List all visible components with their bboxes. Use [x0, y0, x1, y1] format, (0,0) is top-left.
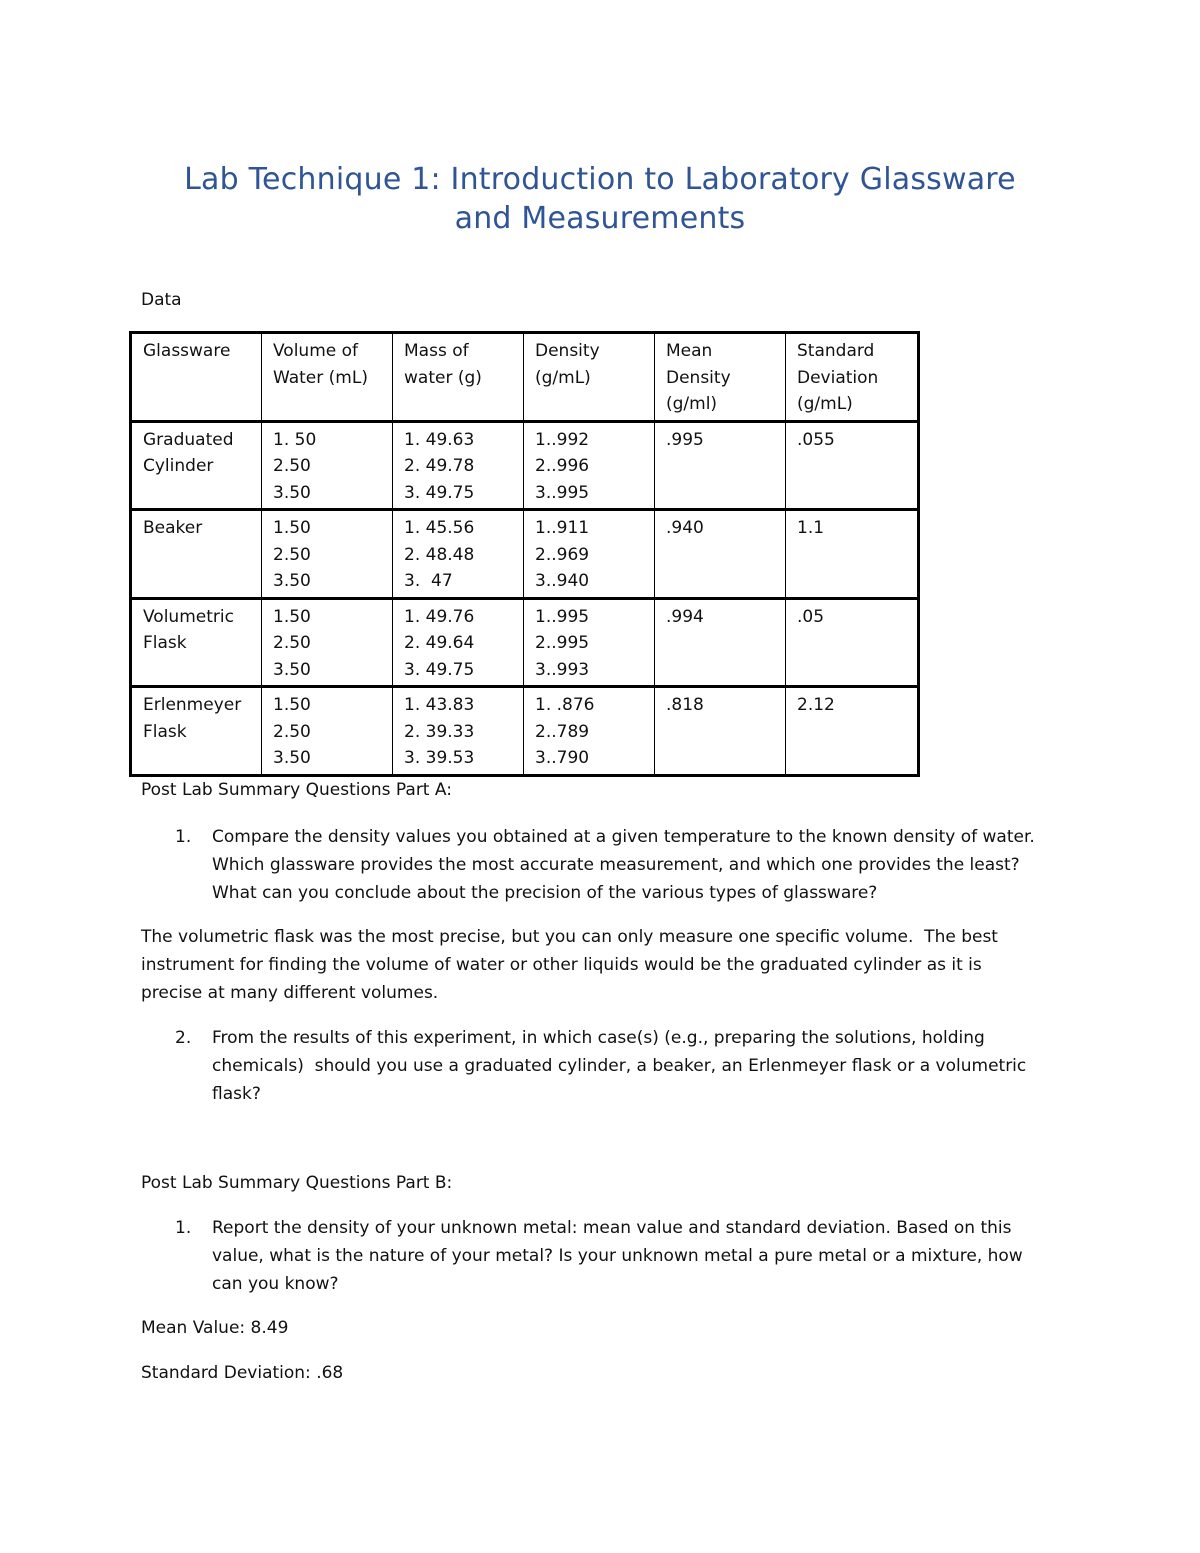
table-row	[131, 510, 919, 599]
table-row	[131, 598, 919, 687]
mean-value: Mean Value: 8.49	[141, 1318, 289, 1338]
data-table	[129, 331, 920, 777]
cell-mean: .994	[655, 598, 786, 687]
data-label: Data	[141, 290, 182, 310]
part-b-heading: Post Lab Summary Questions Part B:	[141, 1173, 453, 1193]
cell-mean: .995	[655, 421, 786, 510]
cell-density: 1..911 2..969 3..940	[524, 510, 655, 599]
cell-std: .05	[786, 598, 919, 687]
question-number: 1.	[175, 827, 192, 847]
part-a-question-2: 2. From the results of this experiment, in which case(s) (e.g., preparing the solutions, holding chemicals) should you use a graduated cylinder, a beaker, an Erlenmeyer flask or a volumetric flask?	[141, 1024, 1061, 1108]
cell-std: .055	[786, 421, 919, 510]
title-line-1: Lab Technique 1: Introduction to Laboratory Glassware	[184, 162, 1016, 197]
cell-glassware: Erlenmeyer Flask	[131, 687, 262, 776]
cell-volume: 1.50 2.50 3.50	[262, 687, 393, 776]
part-a-answer-1: The volumetric flask was the most precise, but you can only measure one specific volume. The best instrument for finding the volume of water or other liquids would be the graduated cylinder as it is precise at many different volumes.	[141, 927, 998, 1003]
cell-volume: 1.50 2.50 3.50	[262, 510, 393, 599]
cell-density: 1..992 2..996 3..995	[524, 421, 655, 510]
header-volume: Volume of Water (mL)	[262, 333, 393, 422]
title-line-2: and Measurements	[454, 201, 746, 236]
question-number: 2.	[175, 1028, 192, 1048]
header-glassware: Glassware	[131, 333, 262, 422]
cell-volume: 1. 50 2.50 3.50	[262, 421, 393, 510]
header-mean-density: Mean Density (g/ml)	[655, 333, 786, 422]
cell-glassware: Graduated Cylinder	[131, 421, 262, 510]
cell-std: 2.12	[786, 687, 919, 776]
table-row	[131, 421, 919, 510]
part-a-question-1: 1. Compare the density values you obtained at a given temperature to the known density of water. Which glassware provides the most accurate measurement, and which one provides the least? What can you conclude about the precision of the various types of glassware?	[141, 823, 1061, 907]
cell-mass: 1. 43.83 2. 39.33 3. 39.53	[393, 687, 524, 776]
cell-std: 1.1	[786, 510, 919, 599]
table-header-row	[131, 333, 919, 422]
part-a-heading: Post Lab Summary Questions Part A:	[141, 780, 452, 800]
cell-density: 1..995 2..995 3..993	[524, 598, 655, 687]
part-b-question-1: 1. Report the density of your unknown metal: mean value and standard deviation. Based on this value, what is the nature of your metal? Is your unknown metal a pure metal or a mixture, how can you know?	[141, 1214, 1061, 1298]
cell-mean: .818	[655, 687, 786, 776]
cell-mean: .940	[655, 510, 786, 599]
header-density: Density (g/mL)	[524, 333, 655, 422]
cell-mass: 1. 45.56 2. 48.48 3. 47	[393, 510, 524, 599]
cell-glassware: Volumetric Flask	[131, 598, 262, 687]
question-number: 1.	[175, 1218, 192, 1238]
document-title	[100, 160, 1100, 238]
cell-mass: 1. 49.76 2. 49.64 3. 49.75	[393, 598, 524, 687]
cell-volume: 1.50 2.50 3.50	[262, 598, 393, 687]
cell-mass: 1. 49.63 2. 49.78 3. 49.75	[393, 421, 524, 510]
header-mass: Mass of water (g)	[393, 333, 524, 422]
header-std-dev: Standard Deviation (g/mL)	[786, 333, 919, 422]
cell-glassware: Beaker	[131, 510, 262, 599]
standard-deviation: Standard Deviation: .68	[141, 1363, 344, 1383]
table-row	[131, 687, 919, 776]
cell-density: 1. .876 2..789 3..790	[524, 687, 655, 776]
